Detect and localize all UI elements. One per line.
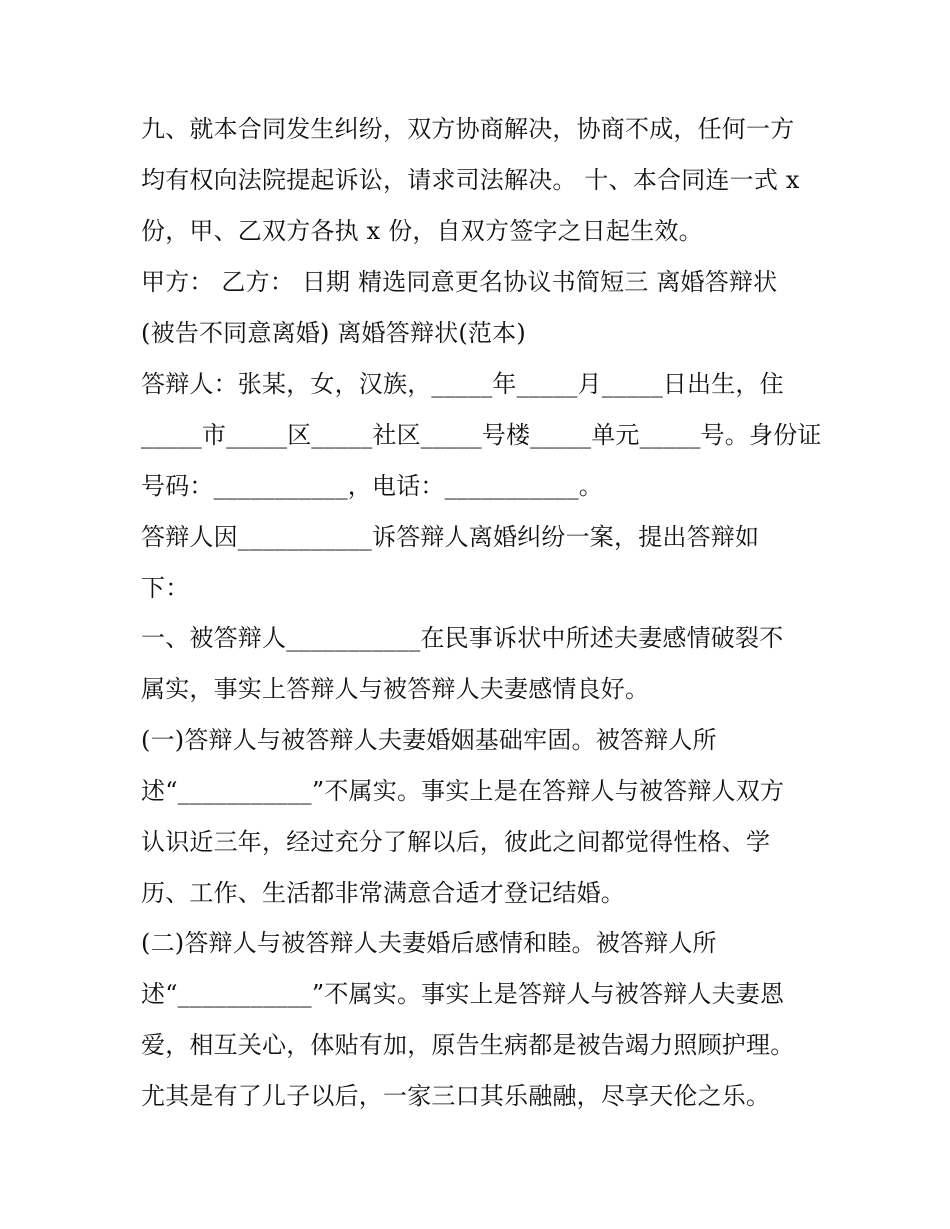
text-line: (一)答辩人与被答辩人夫妻婚姻基础牢固。被答辩人所: [141, 726, 717, 754]
text-line: 尤其是有了儿子以后，一家三口其乐融融，尽享天伦之乐。: [141, 1082, 771, 1110]
text-line: 甲方： 乙方： 日期 精选同意更名协议书简短三 离婚答辩状: [141, 268, 778, 296]
text-line: 爱，相互关心，体贴有加，原告生病都是被告竭力照顾护理。: [141, 1031, 795, 1059]
text-line: 历、工作、生活都非常满意合适才登记结婚。: [141, 879, 625, 907]
text-line: (二)答辩人与被答辩人夫妻婚后感情和睦。被答辩人所: [141, 929, 717, 957]
text-line: 九、就本合同发生纠纷，双方协商解决，协商不成，任何一方: [141, 115, 795, 143]
text-line: 述“___________”不属实。事实上是答辩人与被答辩人夫妻恩: [141, 980, 785, 1008]
text-line: 答辩人因___________诉答辩人离婚纠纷一案，提出答辩如: [141, 523, 760, 551]
text-line: 下：: [141, 574, 190, 602]
text-line: 份，甲、乙双方各执 x 份，自双方签字之日起生效。: [141, 217, 703, 245]
text-line: 号码：___________，电话：___________。: [141, 472, 603, 500]
text-line: 认识近三年，经过充分了解以后，彼此之间都觉得性格、学: [141, 828, 771, 856]
text-line: 述“___________”不属实。事实上是在答辩人与被答辩人双方: [141, 777, 785, 805]
text-line: 均有权向法院提起诉讼，请求司法解决。 十、本合同连一式 x: [141, 166, 800, 194]
text-line: 属实，事实上答辩人与被答辩人夫妻感情良好。: [141, 675, 650, 703]
text-line: _____市_____区_____社区_____号楼_____单元_____号。身份证: [141, 421, 822, 449]
text-line: 答辩人：张某，女，汉族，_____年_____月_____日出生，住: [141, 370, 784, 398]
text-line: 一、被答辩人___________在民事诉状中所述夫妻感情破裂不: [141, 624, 784, 652]
text-line: (被告不同意离婚) 离婚答辩状(范本): [141, 319, 526, 347]
